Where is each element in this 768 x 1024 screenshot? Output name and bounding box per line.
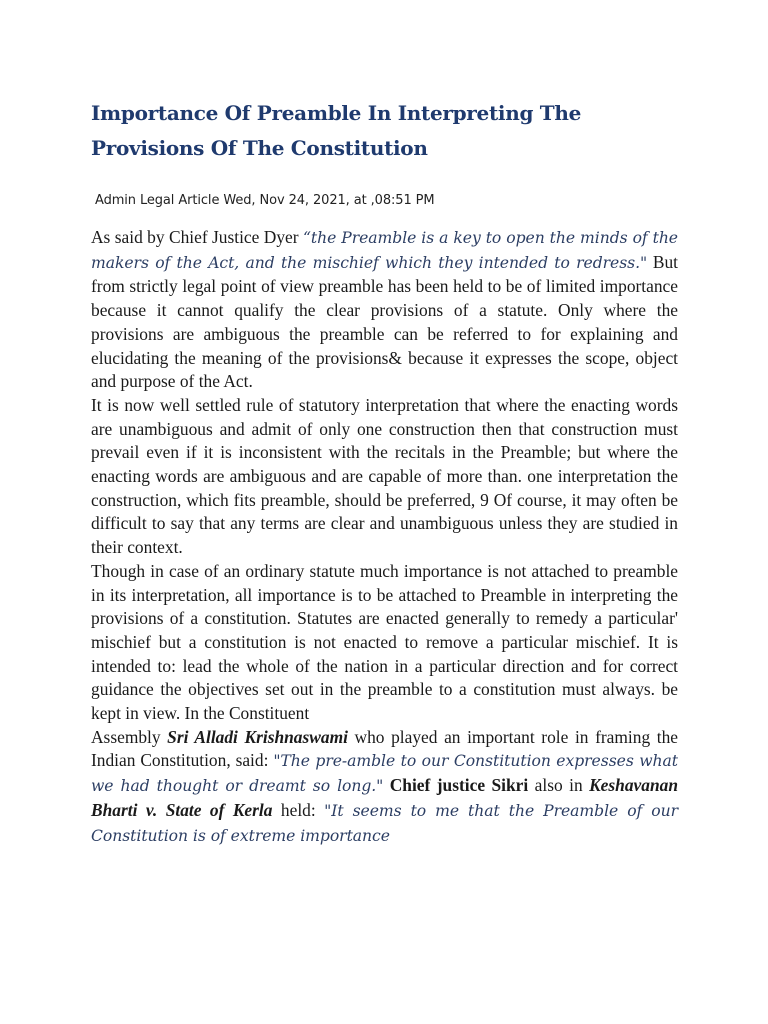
paragraph-2: It is now well settled rule of statutory interpretation that where the enacting words are unambiguous and admit of only one construction then that construction must prevail even if it is inconsistent with the recitals in the Preamble; but where the enacting words are ambiguous and are capable of more than. one interpretation the construction, which fits preamble, should be preferred, 9 Of course, it may often be difficult to say that any terms are clear and unambiguous unless they are studied in their context. xyxy=(91,394,678,558)
p4-text-a: Assembly xyxy=(91,726,168,747)
p1-text-b: But from strictly legal point of view preamble has been held to be of limited importance because it cannot qualify the clear provisions of a statute. Only where the provisions are ambiguous the preamble can be referred to for explaining and elucidating the meaning of the provisions& because it expresses the scope, object and purpose of the Act. xyxy=(91,251,678,392)
case-name: Keshavanan Bharti v. State of Kerla xyxy=(91,775,678,820)
paragraph-3: Though in case of an ordinary statute much importance is not attached to preamble in its interpretation, all importance is to be attached to Preamble in interpreting the provisions of a constitution. Statutes are enacted generally to remedy a particular' mischief but a constitution is not enacted to remove a particular mischief. It is intended to: lead the whole of the nation in a particular direction and for correct guidance the objectives set out in the preamble to a constitution must always. be kept in view. In the Constituent xyxy=(91,560,678,724)
article-body xyxy=(91,226,678,848)
p4-text-b: who played an important role in framing the Indian Constitution, said: xyxy=(91,726,678,771)
paragraph-1 xyxy=(91,226,678,394)
p4-text-d: also in xyxy=(528,775,590,796)
name-krishnaswami: Sri Alladi Krishnaswami xyxy=(167,726,348,747)
sikri-quote: "It seems to me that the Preamble of our Constitution is of extreme importance xyxy=(91,801,678,845)
article-title: Importance Of Preamble In Interpreting The Provisions Of The Constitution xyxy=(91,101,582,160)
dyer-quote: “the Preamble is a key to open the minds of the makers of the Act, and the mischief which they intended to redress." xyxy=(91,229,678,272)
p1-text-a: As said by Chief Justice Dyer xyxy=(91,227,303,247)
name-sikri: Chief justice Sikri xyxy=(389,775,529,796)
p4-text-e: held: xyxy=(272,799,325,820)
paragraph-4 xyxy=(91,726,678,849)
article-meta: Admin Legal Article Wed, Nov 24, 2021, at ,08:51 PM xyxy=(95,193,435,208)
krishnaswami-quote: "The pre-amble to our Constitution expresses what we had thought or dreamt so long." xyxy=(91,752,678,796)
